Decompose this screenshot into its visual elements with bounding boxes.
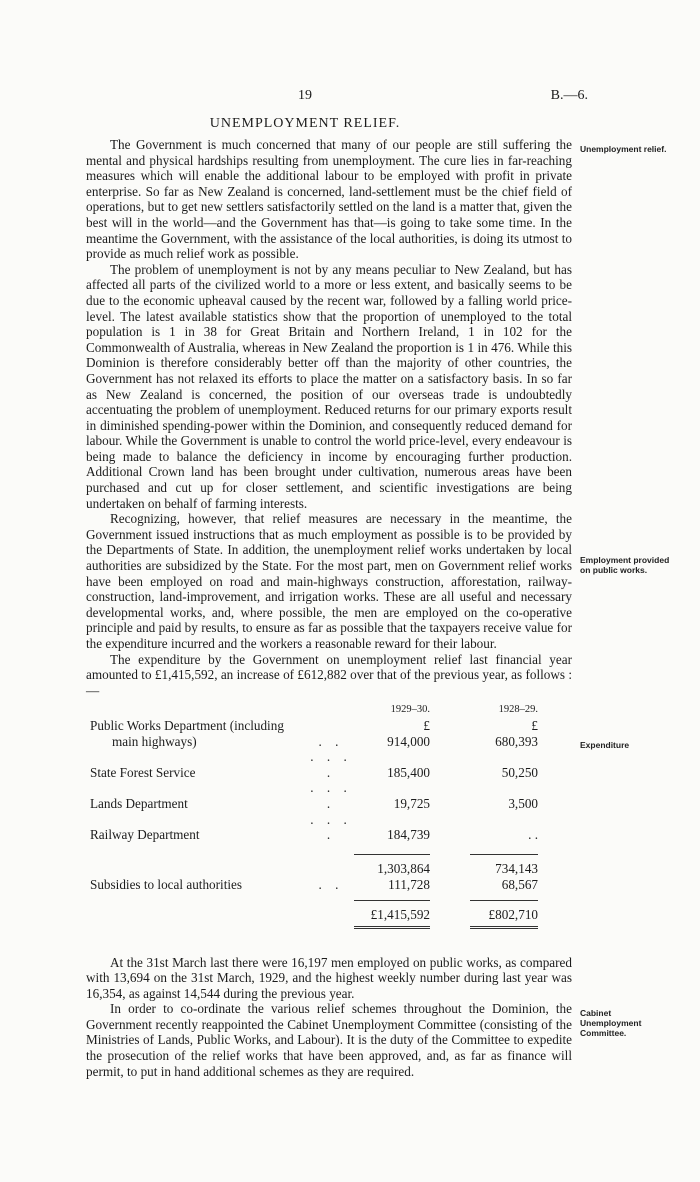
- row-label: State Forest Service: [90, 764, 196, 780]
- paragraph: The expenditure by the Government on unemployment relief last financial year amounted to £1,415,592, an increase of £612,882 over that of the previous year, as follows :—: [86, 651, 572, 698]
- page-number: 19: [298, 88, 312, 103]
- leader-dots: . . . .: [310, 749, 352, 780]
- table-row: [86, 734, 538, 750]
- leader-dots: . .: [318, 876, 344, 892]
- value-1929-30: 185,400: [387, 764, 430, 780]
- paragraph: The problem of unemployment is not by any means peculiar to New Zealand, but has affected all parts of the civilized world to a more or less extent, and basically seems to be due to the economic upheaval caused by the recent war, followed by a falling world price-level. The latest available statistics show that the proportion of unemployed to the total population is 1 in 38 for Great Britain and Northern Ireland, 1 in 102 for the Commonwealth of Australia, whereas in New Zealand the proportion is 1 in 476. While this Dominion is therefore considerably better off than the majority of other countries, the Government has not relaxed its efforts to place the matter on a satisfactory basis. In so far as New Zealand is concerned, the position of our overseas trade is undoubtedly accentuating the problem of unemployment. Reduced returns for our primary exports result in diminished spending-power within the Dominion, and consequently reduced demand for labour. While the Government is unable to control the world price-level, every endeavour is being made to balance the deficiency in income by encouraging further production. Additional Crown land has been brought under cultivation, numerous areas have been purchased and cut up for closer settlement, and scientific investigations are being undertaken on behalf of farming interests.: [86, 261, 572, 511]
- currency-symbol: £: [531, 717, 538, 733]
- value-1929-30: 914,000: [387, 733, 430, 749]
- margin-note-public-works: Employment provided on public works.: [580, 555, 670, 575]
- body-text: [86, 137, 572, 1079]
- margin-note-expenditure: Expenditure: [580, 740, 630, 750]
- subtotal-1929-30: 1,303,864: [354, 855, 430, 877]
- value-1928-29: 3,500: [508, 795, 538, 811]
- subtotal-row: [86, 855, 538, 877]
- table-row: [86, 780, 538, 811]
- paragraph: In order to co-ordinate the various relief schemes throughout the Dominion, the Government recently reappointed the Cabinet Unemployment Committee (consisting of the Ministries of Lands, Public Works, and Labour). It is the duty of the Committee to expedite the prosecution of the relief works that have been approved, and, as far as finance will permit, to put in hand additional schemes as they are required.: [86, 1001, 572, 1079]
- currency-symbol: £: [423, 717, 430, 733]
- total-1929-30: £1,415,592: [354, 900, 430, 927]
- row-label: Lands Department: [90, 795, 188, 811]
- subtotal-1928-29: 734,143: [470, 855, 538, 877]
- leader-dots: . . . .: [310, 780, 352, 811]
- table-row: [86, 718, 538, 734]
- value-1929-30: 19,725: [393, 795, 430, 811]
- value-1929-30: 184,739: [387, 827, 430, 843]
- total-row: [86, 900, 538, 927]
- document-reference: B.—6.: [550, 88, 588, 103]
- table-row: [86, 812, 538, 843]
- year-header: 1929–30.: [390, 704, 430, 716]
- margin-note-cabinet-committee: Cabinet Unemployment Committee.: [580, 1008, 642, 1038]
- value-1928-29: 68,567: [501, 876, 538, 892]
- row-label: Railway Department: [90, 827, 200, 843]
- table-header-row: [86, 702, 538, 718]
- paragraph: Recognizing, however, that relief measures are necessary in the meantime, the Government issued instructions that as much employment as possible is to be provided by the Departments of State. In addition, the unemployment relief works undertaken by local authorities are subsidized by the State. For the most part, men on Government relief works have been employed on road and main-highways construction, afforestation, railway-construction, land-improvement, and irrigation works. These are all useful and necessary developmental works, and, where possible, the men are employed on the co-operative principle and paid by results, to ensure as far as possible that the taxpayers receive value for the expenditure incurred and the workers a reasonable reward for their labour.: [86, 511, 572, 651]
- year-header: 1928–29.: [498, 704, 538, 716]
- margin-note-unemployment-relief: Unemployment relief.: [580, 144, 667, 154]
- value-1929-30: 111,728: [388, 876, 430, 892]
- expenditure-table: [86, 702, 538, 928]
- leader-dots: . .: [318, 733, 344, 749]
- table-row: [86, 877, 538, 893]
- section-title: UNEMPLOYMENT RELIEF.: [209, 116, 401, 131]
- value-1928-29: 680,393: [495, 733, 538, 749]
- row-label: Public Works Department (including: [90, 717, 284, 733]
- paragraph: At the 31st March last there were 16,197 men employed on public works, as compared with 13,694 on the 31st March, 1929, and the highest weekly number during last year was 16,354, as against 14,544 during the previous year.: [86, 954, 572, 1001]
- table-row: [86, 749, 538, 780]
- leader-dots: . . . .: [310, 811, 352, 843]
- total-1928-29: £802,710: [470, 900, 538, 927]
- paragraph: The Government is much concerned that many of our people are still suffering the mental and physical hardships resulting from unemployment. The cure lies in far-reaching measures which will enable the additional labour to be employed with profit in private enterprise. So far as New Zealand is concerned, land-settlement must be the chief field of operations, but to get new settlers satisfactorily settled on the land is a matter that, given the best will in the world—and the Government has that—is going to take some time. In the meantime the Government, with the assistance of the local authorities, is doing its utmost to provide as much relief work as possible.: [86, 137, 572, 262]
- value-1928-29: 50,250: [501, 764, 538, 780]
- row-label: main highways): [112, 733, 197, 749]
- value-1928-29: . .: [528, 827, 538, 843]
- row-label: Subsidies to local authorities: [90, 876, 243, 892]
